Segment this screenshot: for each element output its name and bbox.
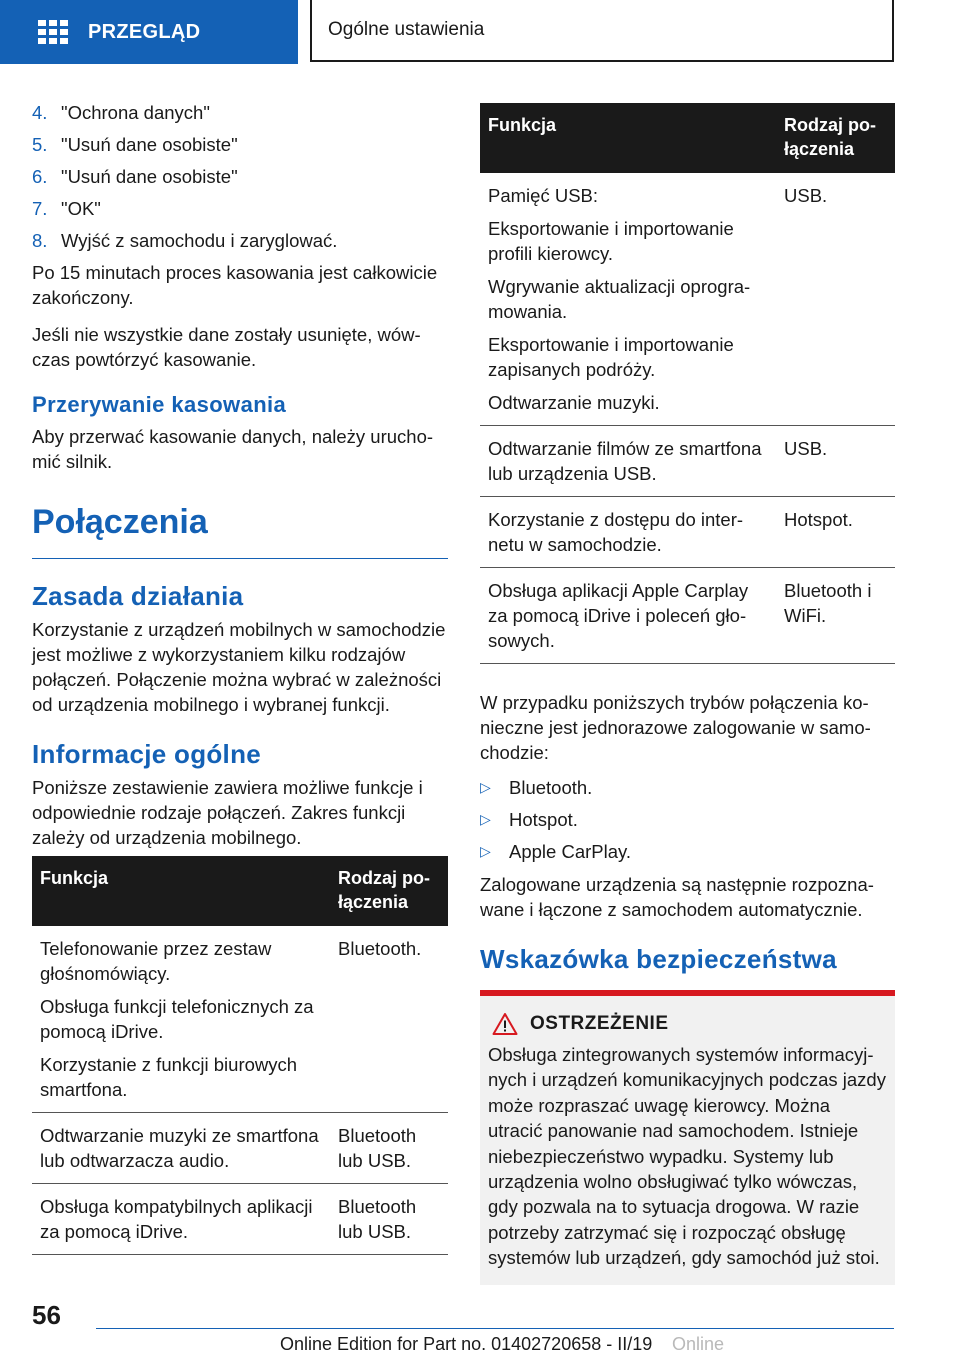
table-row [480,568,895,664]
connection-modes-list [480,775,895,864]
paragraph: Zalogowane urządzenia są następnie rozpoznawane i łączone z samochodem automatycznie. [480,874,874,920]
cell-text: Telefonowanie przez zestaw głośnomówiący. [40,938,272,984]
table-row [32,1113,448,1184]
list-item [32,196,448,221]
connection-cell: Bluetooth i WiFi. [776,568,895,664]
list-item [32,132,448,157]
table-row [32,926,448,1113]
cell-text: Pamięć USB: [488,185,599,206]
function-cell [32,1184,330,1255]
connections-table [32,856,448,1255]
connection-cell: USB. [776,173,895,426]
table-row [32,1184,448,1255]
connection-cell: Hotspot. [776,497,895,568]
function-cell [480,568,776,664]
step-number: 8. [32,230,48,251]
cell-text: Odtwarzanie muzyki ze smartfona lub odtwarzacza audio. [40,1125,319,1171]
column-header: Funkcja [32,856,330,926]
warning-text: Obsługa zintegrowanych systemów informacyjnych i urządzeń komunikacyjnych podczas jazdy może rozpraszać uwagę kierowcy. Można utracić panowanie nad samochodem. Istnieje niebezpieczeństwo wypadku. Systemy lub urządzenia wolno obsługiwać tylko wówczas, gdy pozwala na to sytuacja drogowa. W razie potrzeby zatrzymać się i rozpocząć obsługę systemów lub urządzeń, gdy samochód już stoi. [488,1044,886,1269]
list-item [32,100,448,125]
step-number: 6. [32,166,48,187]
paragraph: Po 15 minutach proces kasowania jest całkowicie zakończony. [32,262,438,308]
connection-cell: Bluetooth. [330,926,448,1113]
cell-text: Korzystanie z funkcji biurowych smartfona. [40,1054,298,1100]
list-item [480,807,895,832]
step-text: "Usuń dane osobiste" [61,134,238,155]
warning-triangle-icon [492,1012,518,1036]
function-cell [480,426,776,497]
table-row [480,497,895,568]
steps-list [32,100,448,253]
cell-text: Obsługa kompatybilnych aplikacji za pomocą iDrive. [40,1196,313,1242]
bullet-text: Hotspot. [509,809,578,830]
step-text: "Usuń dane osobiste" [61,166,238,187]
table-row [480,426,895,497]
column-header: Funkcja [480,103,776,173]
bullet-text: Apple CarPlay. [509,841,632,862]
connection-cell: Bluetooth lub USB. [330,1184,448,1255]
list-item [32,164,448,189]
cell-text: Eksportowanie i importowanie profili kierowcy. [488,218,734,264]
cell-text: Wgrywanie aktualizacji oprogramowania. [488,276,751,322]
page-number: 56 [32,1300,61,1330]
cell-text: Eksportowanie i importowanie zapisanych podróży. [488,334,734,380]
overview-tab-label: PRZEGLĄD [88,20,201,43]
cell-text: Korzystanie z dostępu do internetu w samochodzie. [488,509,744,555]
footer-watermark: Online [672,1334,725,1354]
step-text: "Ochrona danych" [61,102,210,123]
connection-cell: USB. [776,426,895,497]
paragraph: Poniższe zestawienie zawiera możliwe funkcje i odpowiednie rodzaje połączeń. Zakres funkcji zależy od urządzenia mobilnego. [32,777,423,848]
paragraph: Jeśli nie wszystkie dane zostały usunięte, wówczas powtórzyć kasowanie. [32,324,421,370]
breadcrumb-label: Ogólne ustawienia [328,19,485,40]
heading-principle: Zasada działania [32,581,244,611]
function-cell [480,497,776,568]
warning-box [480,990,895,1285]
triangle-bullet-icon: ▷ [480,843,491,859]
function-cell [32,926,330,1113]
triangle-bullet-icon: ▷ [480,811,491,827]
step-number: 4. [32,102,48,123]
paragraph: W przypadku poniższych trybów połączenia konieczne jest jednorazowe zalogowanie w samochodzie: [480,692,871,763]
heading-general: Informacje ogólne [32,739,262,769]
triangle-bullet-icon: ▷ [480,779,491,795]
right-column [480,100,895,1285]
warning-header [488,1012,887,1036]
cell-text: Odtwarzanie muzyki. [488,392,660,413]
column-header: Rodzaj połączenia [330,856,448,926]
paragraph: Korzystanie z urządzeń mobilnych w samochodzie jest możliwe z wykorzystaniem kilku rodzajów połączeń. Połączenie można wybrać w zależności od urządzenia mobilnego i wybranej funkcji. [32,619,446,715]
heading-safety: Wskazówka bezpieczeństwa [480,944,837,974]
cell-text: Obsługa funkcji telefonicznych za pomocą iDrive. [40,996,314,1042]
section-title: Połączenia [32,502,448,559]
list-item [32,228,448,253]
connection-cell: Bluetooth lub USB. [330,1113,448,1184]
function-cell [32,1113,330,1184]
column-header: Rodzaj połączenia [776,103,895,173]
step-number: 5. [32,134,48,155]
left-column [32,100,448,1255]
list-item [480,775,895,800]
table-row [480,173,895,426]
step-text: Wyjść z samochodu i zaryglować. [61,230,338,251]
subheading-interrupt: Przerywanie kasowania [32,392,287,417]
footer-divider [96,1328,894,1329]
cell-text: Obsługa aplikacji Apple Carplay za pomocą iDrive i poleceń głosowych. [488,580,749,651]
grid-menu-icon [38,20,68,44]
function-cell [480,173,776,426]
paragraph: Aby przerwać kasowanie danych, należy uruchomić silnik. [32,426,434,472]
cell-text: Odtwarzanie filmów ze smartfona lub urządzenia USB. [488,438,762,484]
footer-edition: Online Edition for Part no. 01402720658 - II/19 [280,1334,653,1354]
breadcrumb[interactable] [310,0,894,62]
bullet-text: Bluetooth. [509,777,593,798]
list-item [480,839,895,864]
connections-table-continued [480,103,895,664]
step-text: "OK" [61,198,101,219]
warning-title: OSTRZEŻENIE [530,1013,669,1034]
overview-tab[interactable] [0,0,298,64]
step-number: 7. [32,198,48,219]
